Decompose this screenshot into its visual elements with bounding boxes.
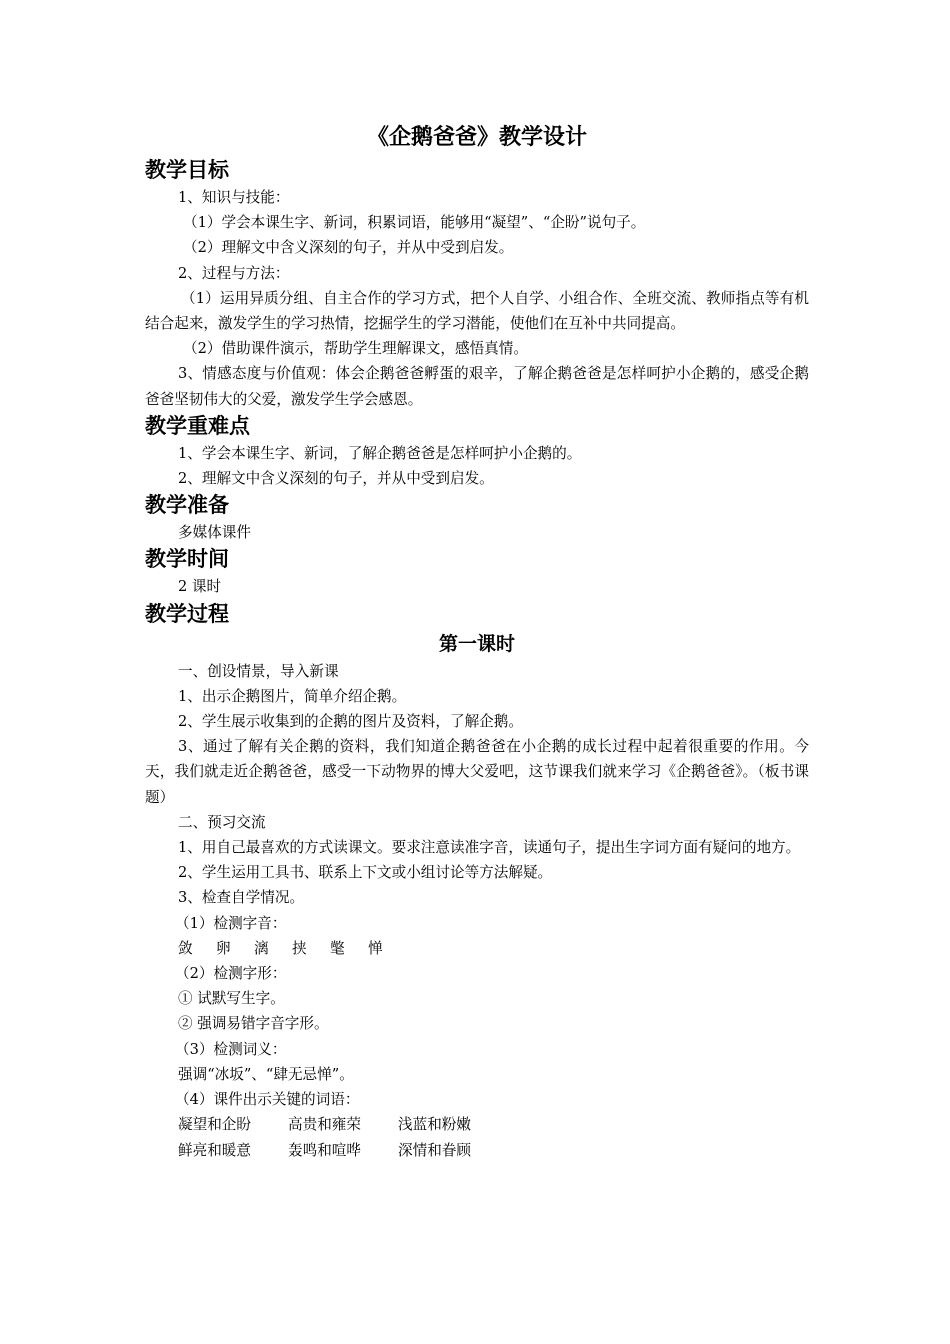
char-item: 敛 <box>178 939 193 957</box>
char-item: 挟 <box>292 939 307 957</box>
section-heading-key-points: 教学重难点 <box>145 413 250 438</box>
word-list-row <box>145 1112 809 1137</box>
section-heading-goals: 教学目标 <box>145 158 229 182</box>
word-item: 鲜亮和暖意 <box>178 1141 251 1159</box>
section-heading-process: 教学过程 <box>145 601 229 626</box>
document-title: 《企鹅爸爸》教学设计 <box>366 125 587 150</box>
paragraph: 二、预习交流 <box>178 813 266 831</box>
paragraph: 1、出示企鹅图片，简单介绍企鹅。 <box>178 687 407 705</box>
paragraph: （2）理解文中含义深刻的句子，并从中受到启发。 <box>183 239 514 257</box>
paragraph: 2、学生运用工具书、联系上下文或小组讨论等方法解疑。 <box>178 864 553 882</box>
paragraph: 2 课时 <box>178 578 222 596</box>
paragraph: 强调“冰坂”、“肆无忌惮”。 <box>178 1065 354 1083</box>
paragraph: （3）检测词义： <box>175 1040 287 1058</box>
section-heading-preparation: 教学准备 <box>145 493 229 518</box>
paragraph: 1、用自己最喜欢的方式读课文。要求注意读准字音，读通句子，提出生字词方面有疑问的地方。 <box>178 839 801 857</box>
paragraph: 多媒体课件 <box>178 524 251 542</box>
char-item: 漓 <box>254 939 269 957</box>
paragraph: （2）借助课件演示，帮助学生理解课文，感悟真情。 <box>183 340 528 358</box>
paragraph: 3、检查自学情况。 <box>178 889 305 907</box>
word-list-row <box>145 1138 809 1163</box>
paragraph: （2）检测字形： <box>175 965 287 983</box>
paragraph: 1、知识与技能： <box>178 189 290 206</box>
section-heading-time: 教学时间 <box>145 547 229 572</box>
paragraph: ② 强调易错字音字形。 <box>178 1015 329 1033</box>
paragraph: 2、过程与方法： <box>178 264 290 282</box>
word-item: 深情和眷顾 <box>398 1141 471 1159</box>
char-item: 卵 <box>216 939 231 957</box>
word-item: 轰鸣和喧哗 <box>288 1141 361 1159</box>
paragraph: 2、理解文中含义深刻的句子，并从中受到启发。 <box>178 470 494 488</box>
lesson-subheading: 第一课时 <box>438 632 515 655</box>
paragraph: 3、通过了解有关企鹅的资料，我们知道企鹅爸爸在小企鹅的成长过程中起着很重要的作用。今天，我们就走近企鹅爸爸，感受一下动物界的博大父爱吧，这节课我们就来学习《企鹅爸爸》。（板书课题） <box>145 738 809 806</box>
paragraph: （1）学会本课生字、新词，积累词语，能够用“凝望”、“企盼”说句子。 <box>183 214 646 232</box>
paragraph: （1）检测字音： <box>175 914 287 932</box>
paragraph: （1）运用异质分组、自主合作的学习方式，把个人自学、小组合作、全班交流、教师指点等有机结合起来，激发学生的学习热情，挖掘学生的学习潜能，使他们在互补中共同提高。 <box>145 289 809 333</box>
word-item: 浅蓝和粉嫩 <box>398 1116 471 1134</box>
document-page <box>145 122 809 1163</box>
paragraph: ① 试默写生字。 <box>178 990 285 1008</box>
paragraph: （4）课件出示关键的词语： <box>175 1091 360 1109</box>
char-item: 惮 <box>368 939 383 957</box>
word-item: 凝望和企盼 <box>178 1116 251 1134</box>
paragraph: 3、情感态度与价值观：体会企鹅爸爸孵蛋的艰辛，了解企鹅爸爸是怎样呵护小企鹅的，感受企鹅爸爸坚韧伟大的父爱，激发学生学会感恩。 <box>145 365 809 408</box>
word-item: 高贵和雍荣 <box>288 1116 361 1134</box>
paragraph: 一、创设情景，导入新课 <box>178 662 339 680</box>
char-item: 氅 <box>330 939 345 957</box>
paragraph: 1、学会本课生字、新词，了解企鹅爸爸是怎样呵护小企鹅的。 <box>178 444 582 462</box>
paragraph: 2、学生展示收集到的企鹅的图片及资料，了解企鹅。 <box>178 713 523 731</box>
char-list <box>145 936 809 961</box>
